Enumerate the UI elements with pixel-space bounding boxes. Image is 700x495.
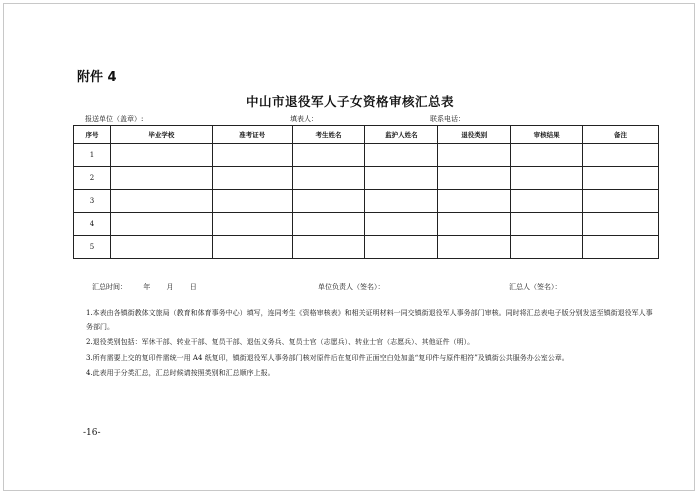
cell-guardian-name[interactable]	[365, 190, 438, 213]
cell-guardian-name[interactable]	[365, 213, 438, 236]
cell-remarks[interactable]	[583, 144, 659, 167]
header-school: 毕业学校	[110, 126, 212, 144]
cell-review-result[interactable]	[511, 213, 583, 236]
header-index: 序号	[74, 126, 111, 144]
page-number: -16-	[83, 428, 101, 438]
cell-retirement-type[interactable]	[438, 144, 511, 167]
cell-index: 4	[74, 213, 111, 236]
note-item: 2.退役类别包括：军休干部、转业干部、复员干部、退伍义务兵、复员士官（志愿兵）、转业士官（志愿兵）、其他证件（明）。	[86, 338, 475, 346]
cell-school[interactable]	[110, 167, 212, 190]
month-label: 月	[166, 283, 174, 291]
table-row	[74, 236, 659, 259]
cell-exam-id[interactable]	[212, 144, 292, 167]
table-row	[74, 213, 659, 236]
header-review-result: 审核结果	[511, 126, 583, 144]
page-title: 中山市退役军人子女资格审核汇总表	[245, 94, 454, 109]
cell-retirement-type[interactable]	[438, 213, 511, 236]
cell-exam-id[interactable]	[212, 213, 292, 236]
cell-exam-id[interactable]	[212, 236, 292, 259]
cell-student-name[interactable]	[292, 236, 365, 259]
cell-school[interactable]	[110, 144, 212, 167]
reporting-unit-label: 报送单位（盖章）:	[85, 115, 144, 123]
summary-table	[73, 125, 659, 259]
table-row	[74, 190, 659, 213]
cell-review-result[interactable]	[511, 167, 583, 190]
summary-time-label: 汇总时间：	[92, 283, 127, 291]
cell-remarks[interactable]	[583, 236, 659, 259]
cell-student-name[interactable]	[292, 167, 365, 190]
cell-student-name[interactable]	[292, 144, 365, 167]
cell-remarks[interactable]	[583, 213, 659, 236]
cell-remarks[interactable]	[583, 167, 659, 190]
cell-school[interactable]	[110, 190, 212, 213]
header-remarks: 备注	[583, 126, 659, 144]
header-guardian-name: 监护人姓名	[365, 126, 438, 144]
cell-exam-id[interactable]	[212, 190, 292, 213]
cell-review-result[interactable]	[511, 144, 583, 167]
cell-index: 1	[74, 144, 111, 167]
header-student-name: 考生姓名	[292, 126, 365, 144]
cell-student-name[interactable]	[292, 213, 365, 236]
header-exam-id: 准考证号	[212, 126, 292, 144]
cell-guardian-name[interactable]	[365, 167, 438, 190]
cell-student-name[interactable]	[292, 190, 365, 213]
cell-guardian-name[interactable]	[365, 144, 438, 167]
cell-remarks[interactable]	[583, 190, 659, 213]
cell-index: 5	[74, 236, 111, 259]
note-item: 3.所有需要上交的复印件需统一用 A4 纸复印，镇街退役军人事务部门核对原件后在复印件正面空白处加盖“复印件与原件相符”及镇街公共服务办公室公章。	[86, 353, 569, 362]
year-label: 年	[143, 283, 151, 291]
cell-index: 2	[74, 167, 111, 190]
unit-head-signature-label: 单位负责人（签名）：	[318, 283, 385, 291]
cell-index: 3	[74, 190, 111, 213]
filler-label: 填表人：	[290, 115, 318, 123]
note-item: 4.此表用于分类汇总，汇总时候请按照类别和汇总顺序上报。	[86, 369, 275, 377]
table-row	[74, 144, 659, 167]
table-header-row	[74, 126, 659, 144]
cell-retirement-type[interactable]	[438, 236, 511, 259]
note-item: 1.本表由各镇街教体文旅局（教育和体育事务中心）填写，连同考生《资格审核表》和相关证明材料一同交镇街退役军人事务部门审核。同时将汇总表电子版分别发送至镇街退役军人事务部门。	[86, 309, 653, 331]
summarizer-signature-label: 汇总人（签名）：	[509, 283, 562, 291]
phone-label: 联系电话：	[430, 115, 465, 123]
attachment-label: 附件 4	[77, 70, 117, 85]
notes-section	[86, 307, 654, 383]
header-retirement-type: 退役类别	[438, 126, 511, 144]
cell-retirement-type[interactable]	[438, 190, 511, 213]
cell-school[interactable]	[110, 236, 212, 259]
cell-school[interactable]	[110, 213, 212, 236]
cell-review-result[interactable]	[511, 236, 583, 259]
cell-exam-id[interactable]	[212, 167, 292, 190]
table-row	[74, 167, 659, 190]
summary-time	[92, 282, 211, 292]
cell-review-result[interactable]	[511, 190, 583, 213]
cell-retirement-type[interactable]	[438, 167, 511, 190]
day-label: 日	[189, 283, 197, 291]
cell-guardian-name[interactable]	[365, 236, 438, 259]
